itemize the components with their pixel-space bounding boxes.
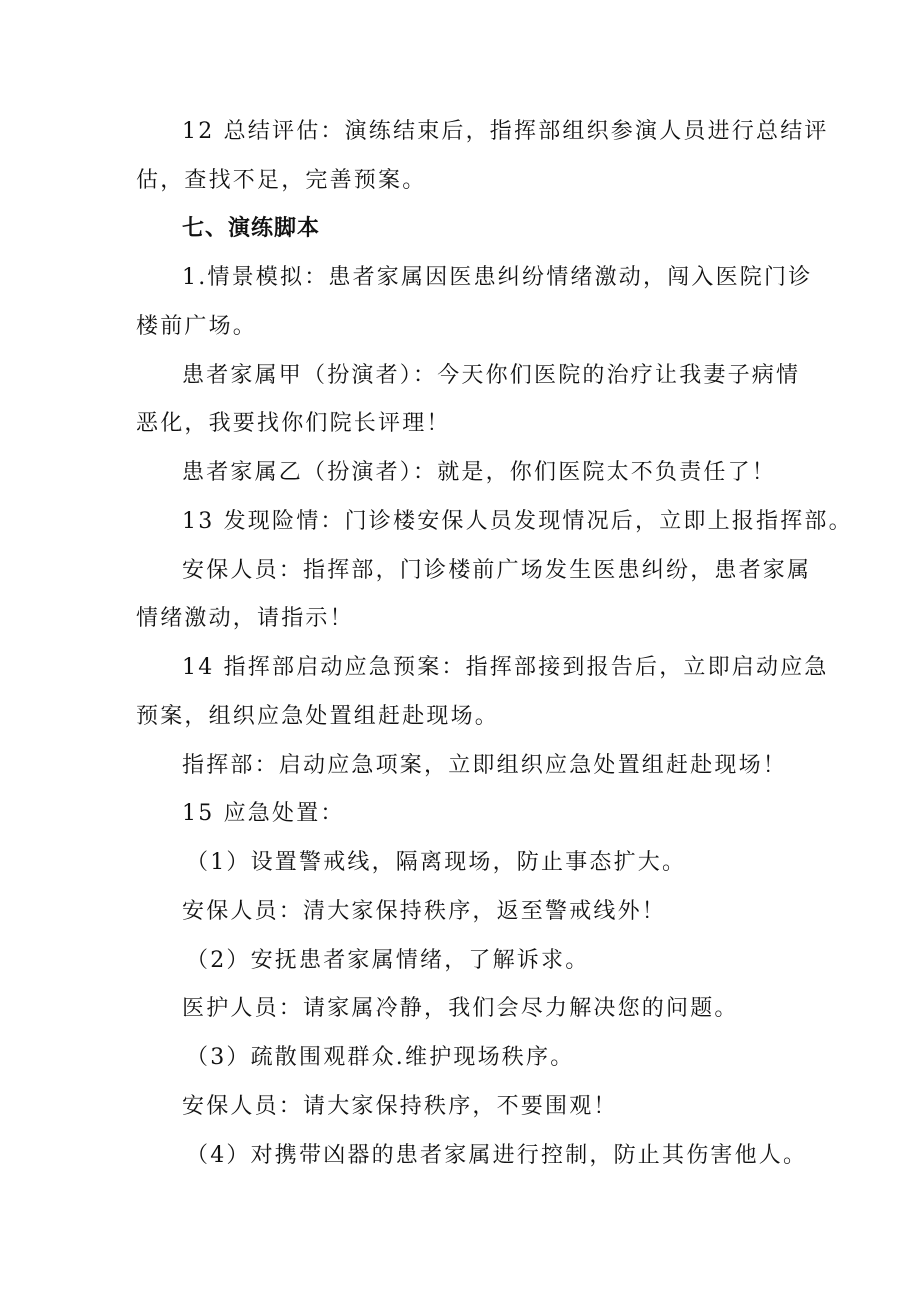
list-item-2: （2）安抚患者家属情绪，了解诉求。 [186,948,590,973]
paragraph-summary-line-1: 12 总结评估：演练结束后，指挥部组织参演人员进行总结评 [182,119,829,144]
dialogue-security-2: 安保人员：请大家保持秩序，不要围观！ [182,1094,618,1119]
dialogue-family-b: 患者家属乙（扮演者）：就是，你们医院太不负责任了！ [182,460,777,485]
paragraph-emergency-response: 15 应急处置： [182,801,345,826]
paragraph-scenario-line-1: 1.情景模拟：患者家属因医患纠纷情绪激动，闯入医院门诊 [182,265,813,290]
paragraph-discover-danger: 13 发现险情：门诊楼安保人员发现情况后，立即上报指挥部。 [182,509,853,534]
dialogue-command: 指挥部：启动应急项案，立即组织应急处置组赶赴现场！ [182,753,788,778]
paragraph-emergency-plan-line-2: 预案，组织应急处置组赶赴现场。 [136,704,500,729]
dialogue-medical-staff: 医护人员：请家属冷静，我们会尽力解决您的问题。 [182,996,739,1021]
dialogue-security-1: 安保人员：清大家保持秩序，返至警戒线外！ [182,899,667,924]
paragraph-scenario-line-2: 楼前广场。 [136,314,258,339]
list-item-4: （4）对携带凶器的患者家属进行控制，防止其伤害他人。 [186,1143,808,1168]
section-heading: 七、演练脚本 [182,216,321,241]
dialogue-security-line-2: 情绪激动，请指示！ [136,606,354,631]
list-item-3: （3）疏散围观群众.维护现场秩序。 [186,1045,575,1070]
paragraph-emergency-plan-line-1: 14 指挥部启动应急预案：指挥部接到报告后，立即启动应急 [182,655,829,680]
dialogue-security-line-1: 安保人员：指挥部，门诊楼前广场发生医患纠纷，患者家属 [182,558,812,583]
list-item-1: （1）设置警戒线，隔离现场，防止事态扩大。 [186,850,687,875]
dialogue-family-a-line-2: 恶化，我要找你们院长评理！ [136,411,451,436]
paragraph-summary-line-2: 估，查找不足，完善预案。 [136,168,427,193]
dialogue-family-a-line-1: 患者家属甲（扮演者）：今天你们医院的治疗让我妻子病情 [182,363,801,388]
